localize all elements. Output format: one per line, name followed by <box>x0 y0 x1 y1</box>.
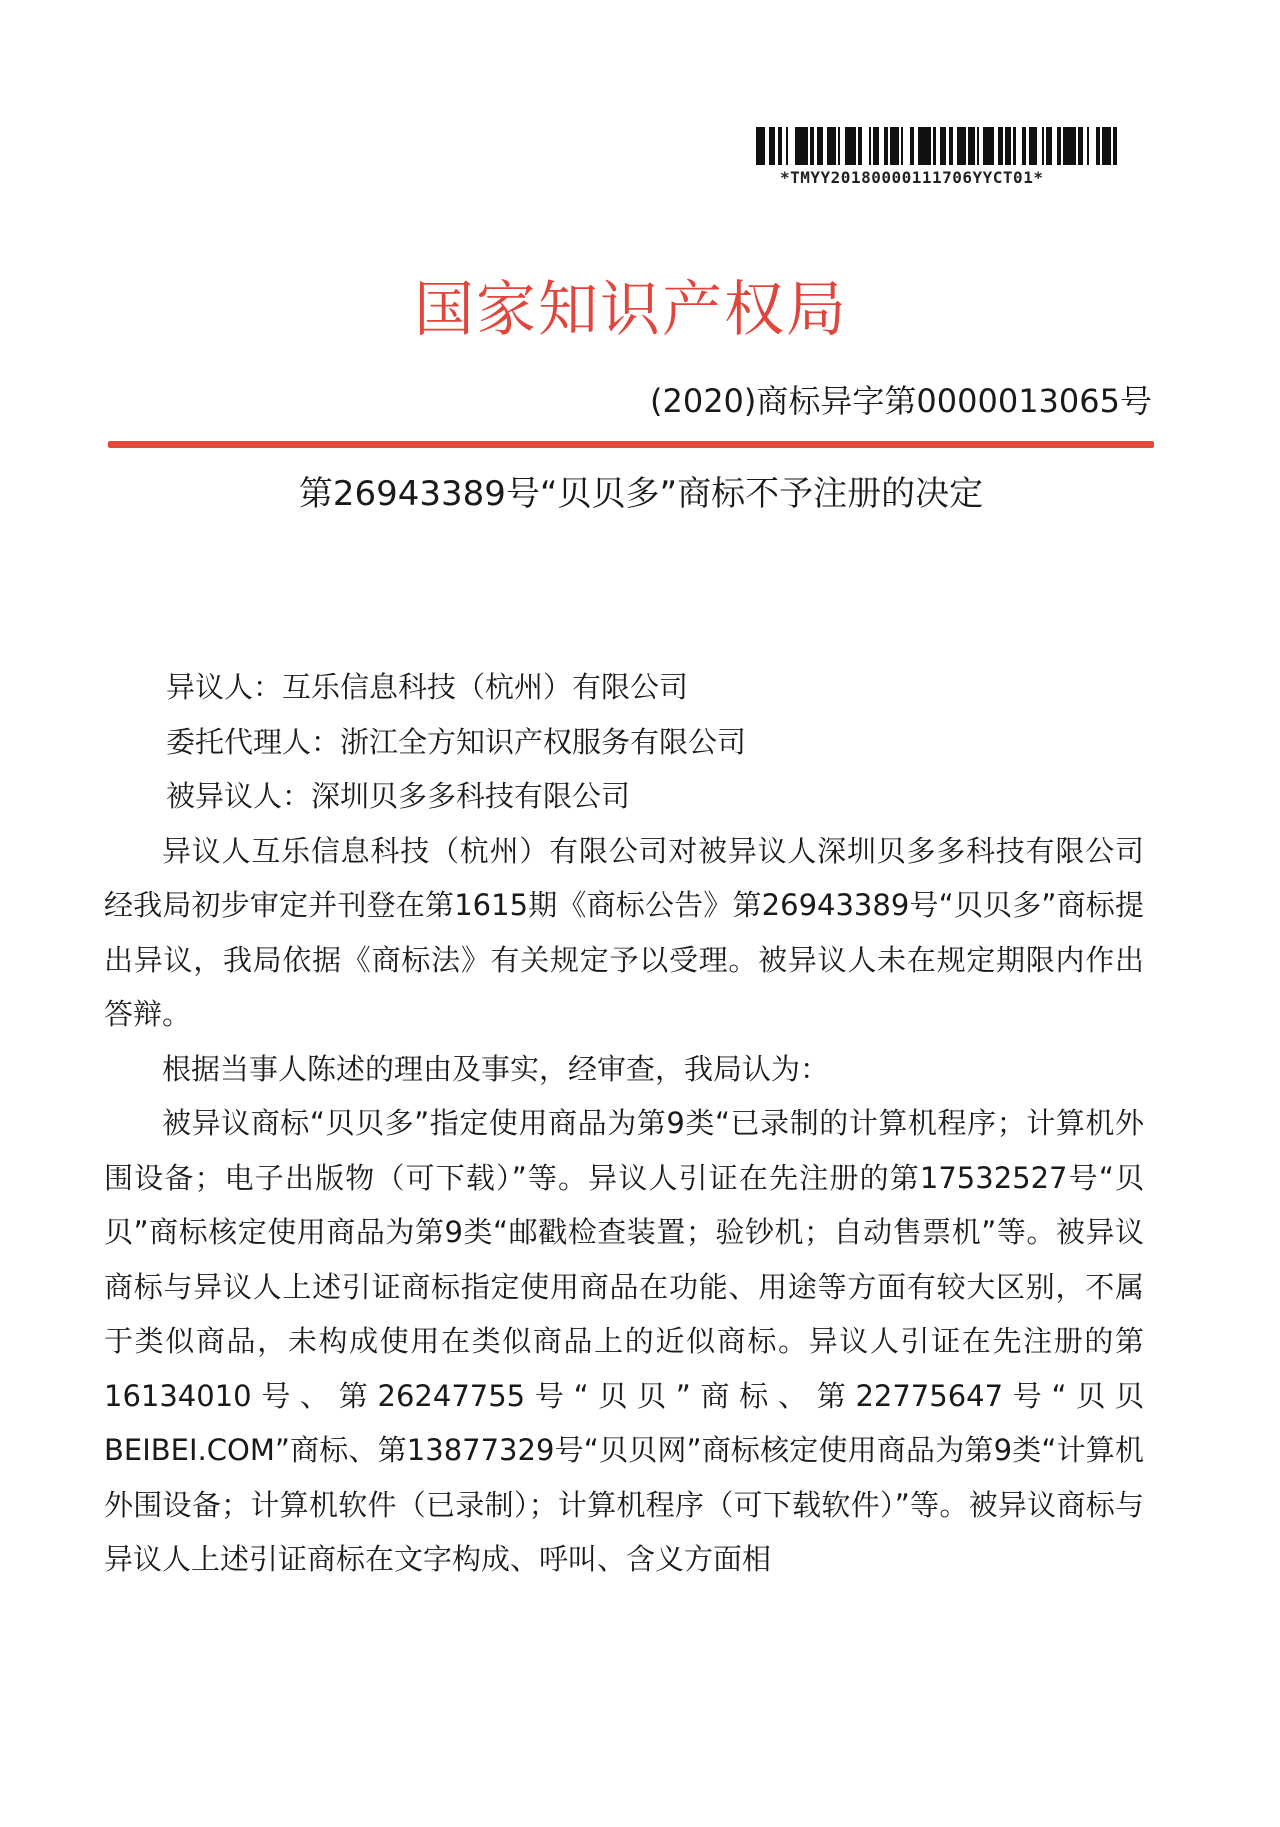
barcode-bar <box>845 127 856 165</box>
paragraph: 被异议商标“贝贝多”指定使用商品为第9类“已录制的计算机程序；计算机外围设备；电子出版物（可下载）”等。异议人引证在先注册的第17532527号“贝贝”商标核定使用商品为第9类“邮戳检查装置；验钞机；自动售票机”等。被异议商标与异议人上述引证商标指定使用商品在功能、用途等方面有较大区别，不属于类似商品，未构成使用在类似商品上的近似商标。异议人引证在先注册的第16134010号、第26247755号“贝贝”商标、第22775647号“贝贝BEIBEI.COM”商标、第13877329号“贝贝网”商标核定使用商品为第9类“计算机外围设备；计算机软件（已录制）；计算机程序（可下载软件）”等。被异议商标与异议人上述引证商标在文字构成、呼叫、含义方面相 <box>104 1106 1144 1576</box>
barcode-bar <box>795 127 808 165</box>
barcode-bar <box>1113 127 1117 165</box>
document-number: (2020)商标异字第0000013065号 <box>649 382 1152 420</box>
barcode-bar <box>1102 127 1111 165</box>
agency-name: 国家知识产权局 <box>414 275 848 345</box>
opponent-line: 异议人：互乐信息科技（杭州）有限公司 <box>166 670 689 704</box>
document-body <box>104 660 1144 1587</box>
barcode-bar <box>756 127 765 165</box>
barcode-bar <box>983 127 994 165</box>
barcode-bar <box>1029 127 1038 165</box>
barcode-text: *TMYY20180000111706YYCT01* <box>780 168 1044 187</box>
barcode <box>756 127 1118 165</box>
agent-line: 委托代理人：浙江全方知识产权服务有限公司 <box>166 724 747 759</box>
paragraph: 根据当事人陈述的理由及事实，经审查，我局认为： <box>162 1051 830 1086</box>
red-divider <box>108 441 1154 448</box>
barcode-bar <box>957 127 966 165</box>
barcode-bar <box>918 127 931 165</box>
paragraph: 异议人互乐信息科技（杭州）有限公司对被异议人深圳贝多多科技有限公司经我局初步审定并刊登在第1615期《商标公告》第26943389号“贝贝多”商标提出异议，我局依据《商标法》有关规定予以受理。被异议人未在规定期限内作出答辩。 <box>104 833 1144 1031</box>
respondent-line: 被异议人：深圳贝多多科技有限公司 <box>166 779 631 813</box>
decision-title: 第26943389号“贝贝多”商标不予注册的决定 <box>298 474 984 514</box>
barcode-bar <box>1063 127 1076 165</box>
barcode-bar <box>890 127 899 165</box>
barcode-bar <box>827 127 836 165</box>
